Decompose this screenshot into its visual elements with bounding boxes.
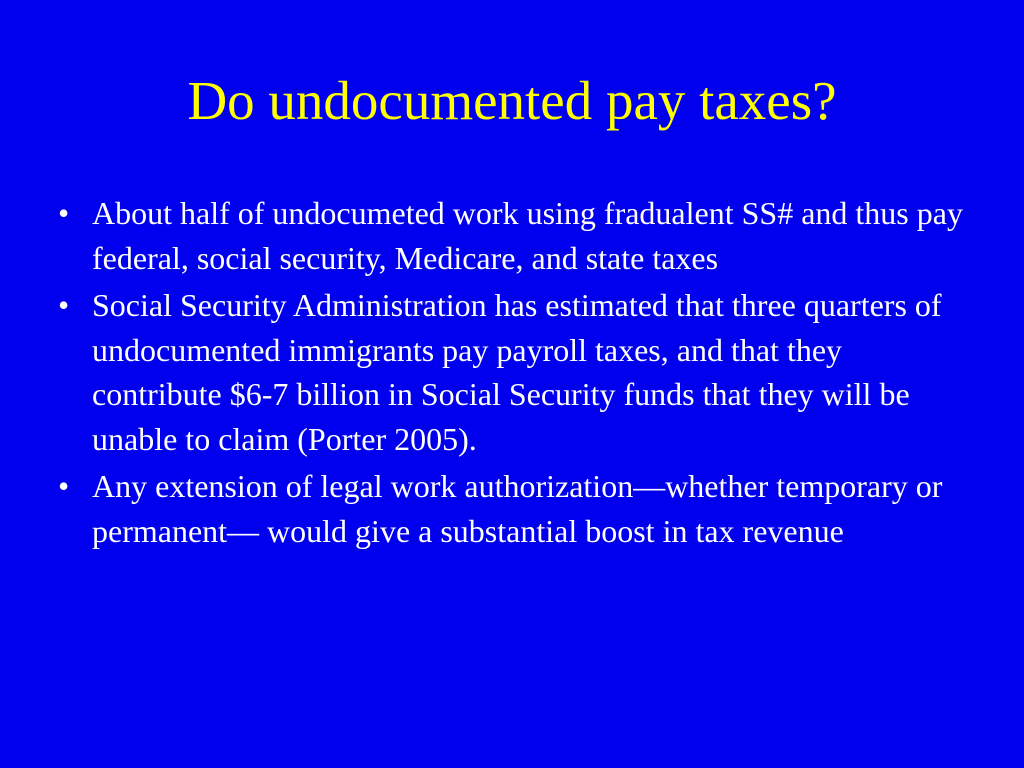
bullet-list — [58, 191, 978, 556]
slide-title: Do undocumented pay taxes? — [187, 70, 837, 131]
bullet-dot-icon: • — [58, 468, 70, 504]
bullet-dot-icon: • — [58, 195, 70, 231]
bullet-text: Any extension of legal work authorization—whether temporary or permanent— would give a substantial boost in tax revenue — [92, 468, 943, 549]
bullet-dot-icon: • — [58, 287, 70, 323]
bullet-item — [58, 464, 978, 553]
bullet-item — [58, 283, 978, 461]
bullet-text: Social Security Administration has estimated that three quarters of undocumented immigrants pay payroll taxes, and that they contribute $6-7 billion in Social Security funds that they will be unable to claim (Porter 2005). — [92, 287, 942, 457]
bullet-item — [58, 191, 978, 280]
bullet-text: About half of undocumeted work using fradualent SS# and thus pay federal, social security, Medicare, and state taxes — [92, 195, 963, 276]
